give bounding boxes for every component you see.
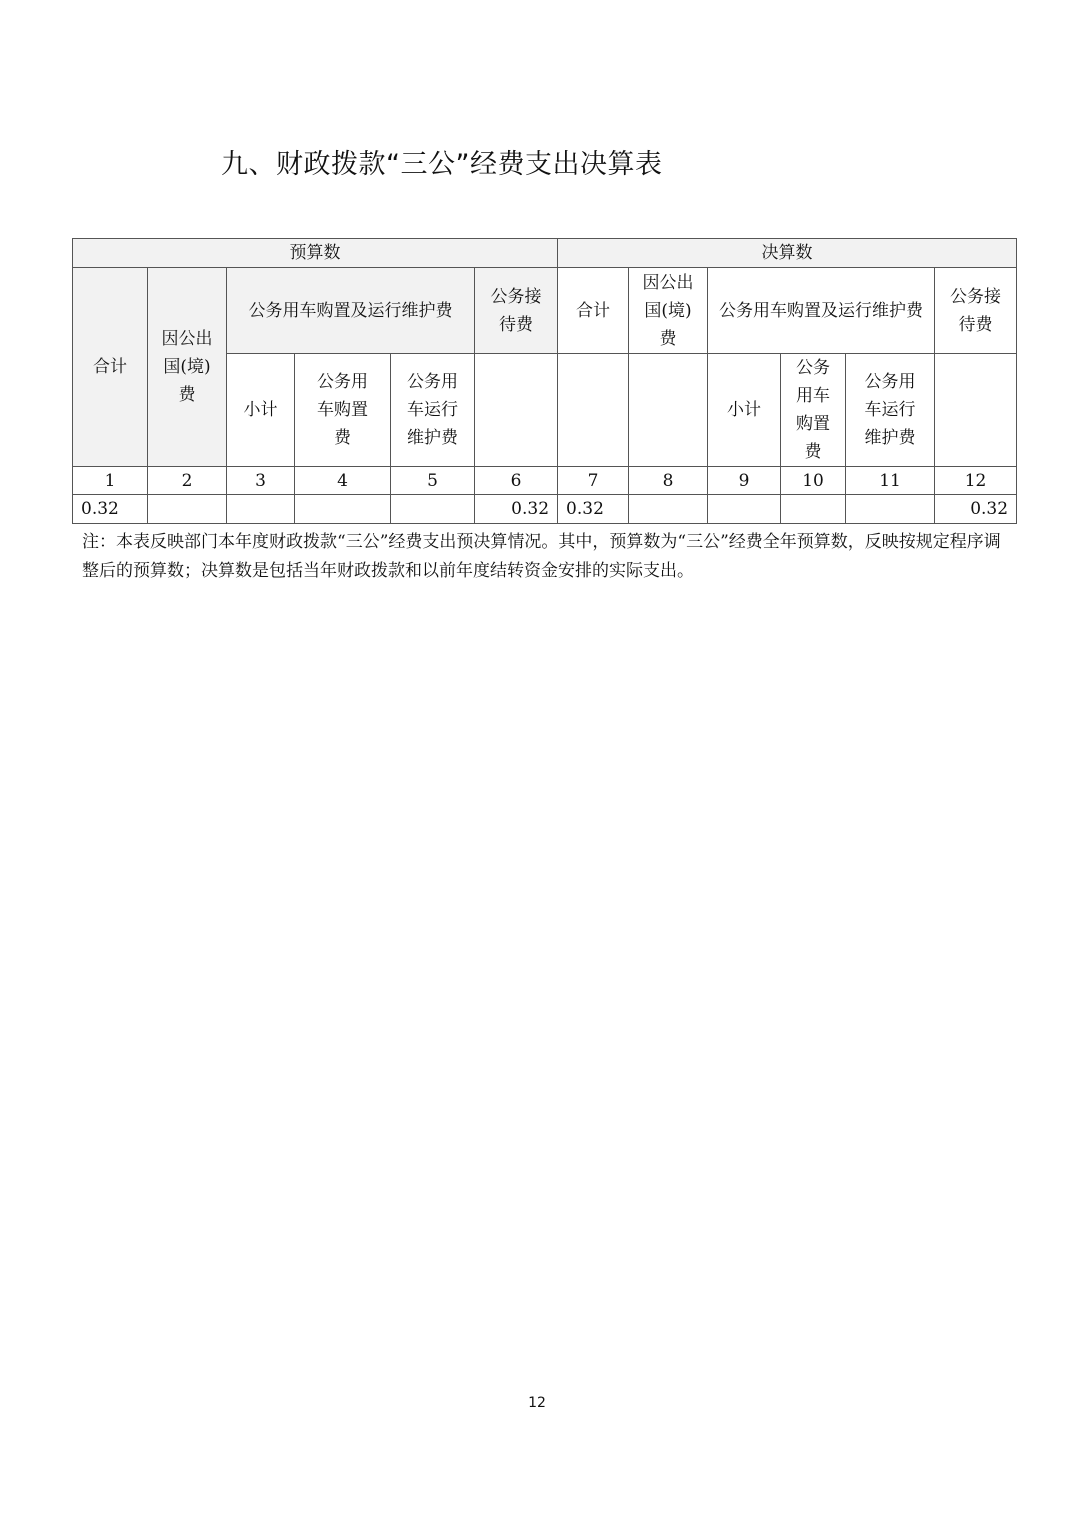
- column-number: 5: [391, 467, 475, 495]
- table-note: 注：本表反映部门本年度财政拨款“三公”经费支出预决算情况。其中，预算数为“三公”经费全年预算数，反映按规定程序调整后的预算数；决算数是包括当年财政拨款和以前年度结转资金安排的实际支出。: [82, 532, 1001, 581]
- final-vehicle-operation-value: [846, 495, 935, 524]
- final-total-blank: [558, 354, 629, 467]
- final-abroad-header: 因公出国(境)费: [629, 268, 708, 354]
- budget-vehicle-operation-value: [391, 495, 475, 524]
- budget-group-header: 预算数: [73, 239, 558, 268]
- column-number: 3: [227, 467, 295, 495]
- column-number: 1: [73, 467, 148, 495]
- final-subtotal-header: 小计: [708, 354, 781, 467]
- column-number: 12: [935, 467, 1017, 495]
- budget-vehicle-purchase-header: 公务用车购置费: [295, 354, 391, 467]
- budget-reception-header: 公务接待费: [475, 268, 558, 354]
- budget-reception-value: 0.32: [475, 495, 558, 524]
- final-vehicle-header: 公务用车购置及运行维护费: [708, 268, 935, 354]
- column-number: 9: [708, 467, 781, 495]
- final-total-header: 合计: [558, 268, 629, 354]
- final-reception-blank: [935, 354, 1017, 467]
- budget-reception-blank: [475, 354, 558, 467]
- final-vehicle-operation-header: 公务用车运行维护费: [846, 354, 935, 467]
- column-number: 6: [475, 467, 558, 495]
- page-title: 九、财政拨款“三公”经费支出决算表: [221, 149, 663, 180]
- budget-vehicle-header: 公务用车购置及运行维护费: [227, 268, 475, 354]
- budget-subtotal-header: 小计: [227, 354, 295, 467]
- budget-abroad-header: 因公出国(境)费: [148, 268, 227, 467]
- budget-total-value: 0.32: [73, 495, 148, 524]
- column-number: 7: [558, 467, 629, 495]
- page-number: 12: [528, 1395, 546, 1411]
- final-abroad-value: [629, 495, 708, 524]
- column-number: 10: [781, 467, 846, 495]
- final-reception-value: 0.32: [935, 495, 1017, 524]
- final-subtotal-value: [708, 495, 781, 524]
- column-number: 8: [629, 467, 708, 495]
- final-vehicle-purchase-value: [781, 495, 846, 524]
- budget-vehicle-operation-header: 公务用车运行维护费: [391, 354, 475, 467]
- column-number: 2: [148, 467, 227, 495]
- final-vehicle-purchase-header: 公务用车购置费: [781, 354, 846, 467]
- column-number: 11: [846, 467, 935, 495]
- final-abroad-blank: [629, 354, 708, 467]
- budget-vehicle-purchase-value: [295, 495, 391, 524]
- final-total-value: 0.32: [558, 495, 629, 524]
- budget-abroad-value: [148, 495, 227, 524]
- budget-total-header: 合计: [73, 268, 148, 467]
- final-group-header: 决算数: [558, 239, 1017, 268]
- column-number: 4: [295, 467, 391, 495]
- budget-subtotal-value: [227, 495, 295, 524]
- three-public-expenses-table: [72, 238, 1017, 524]
- final-reception-header: 公务接待费: [935, 268, 1017, 354]
